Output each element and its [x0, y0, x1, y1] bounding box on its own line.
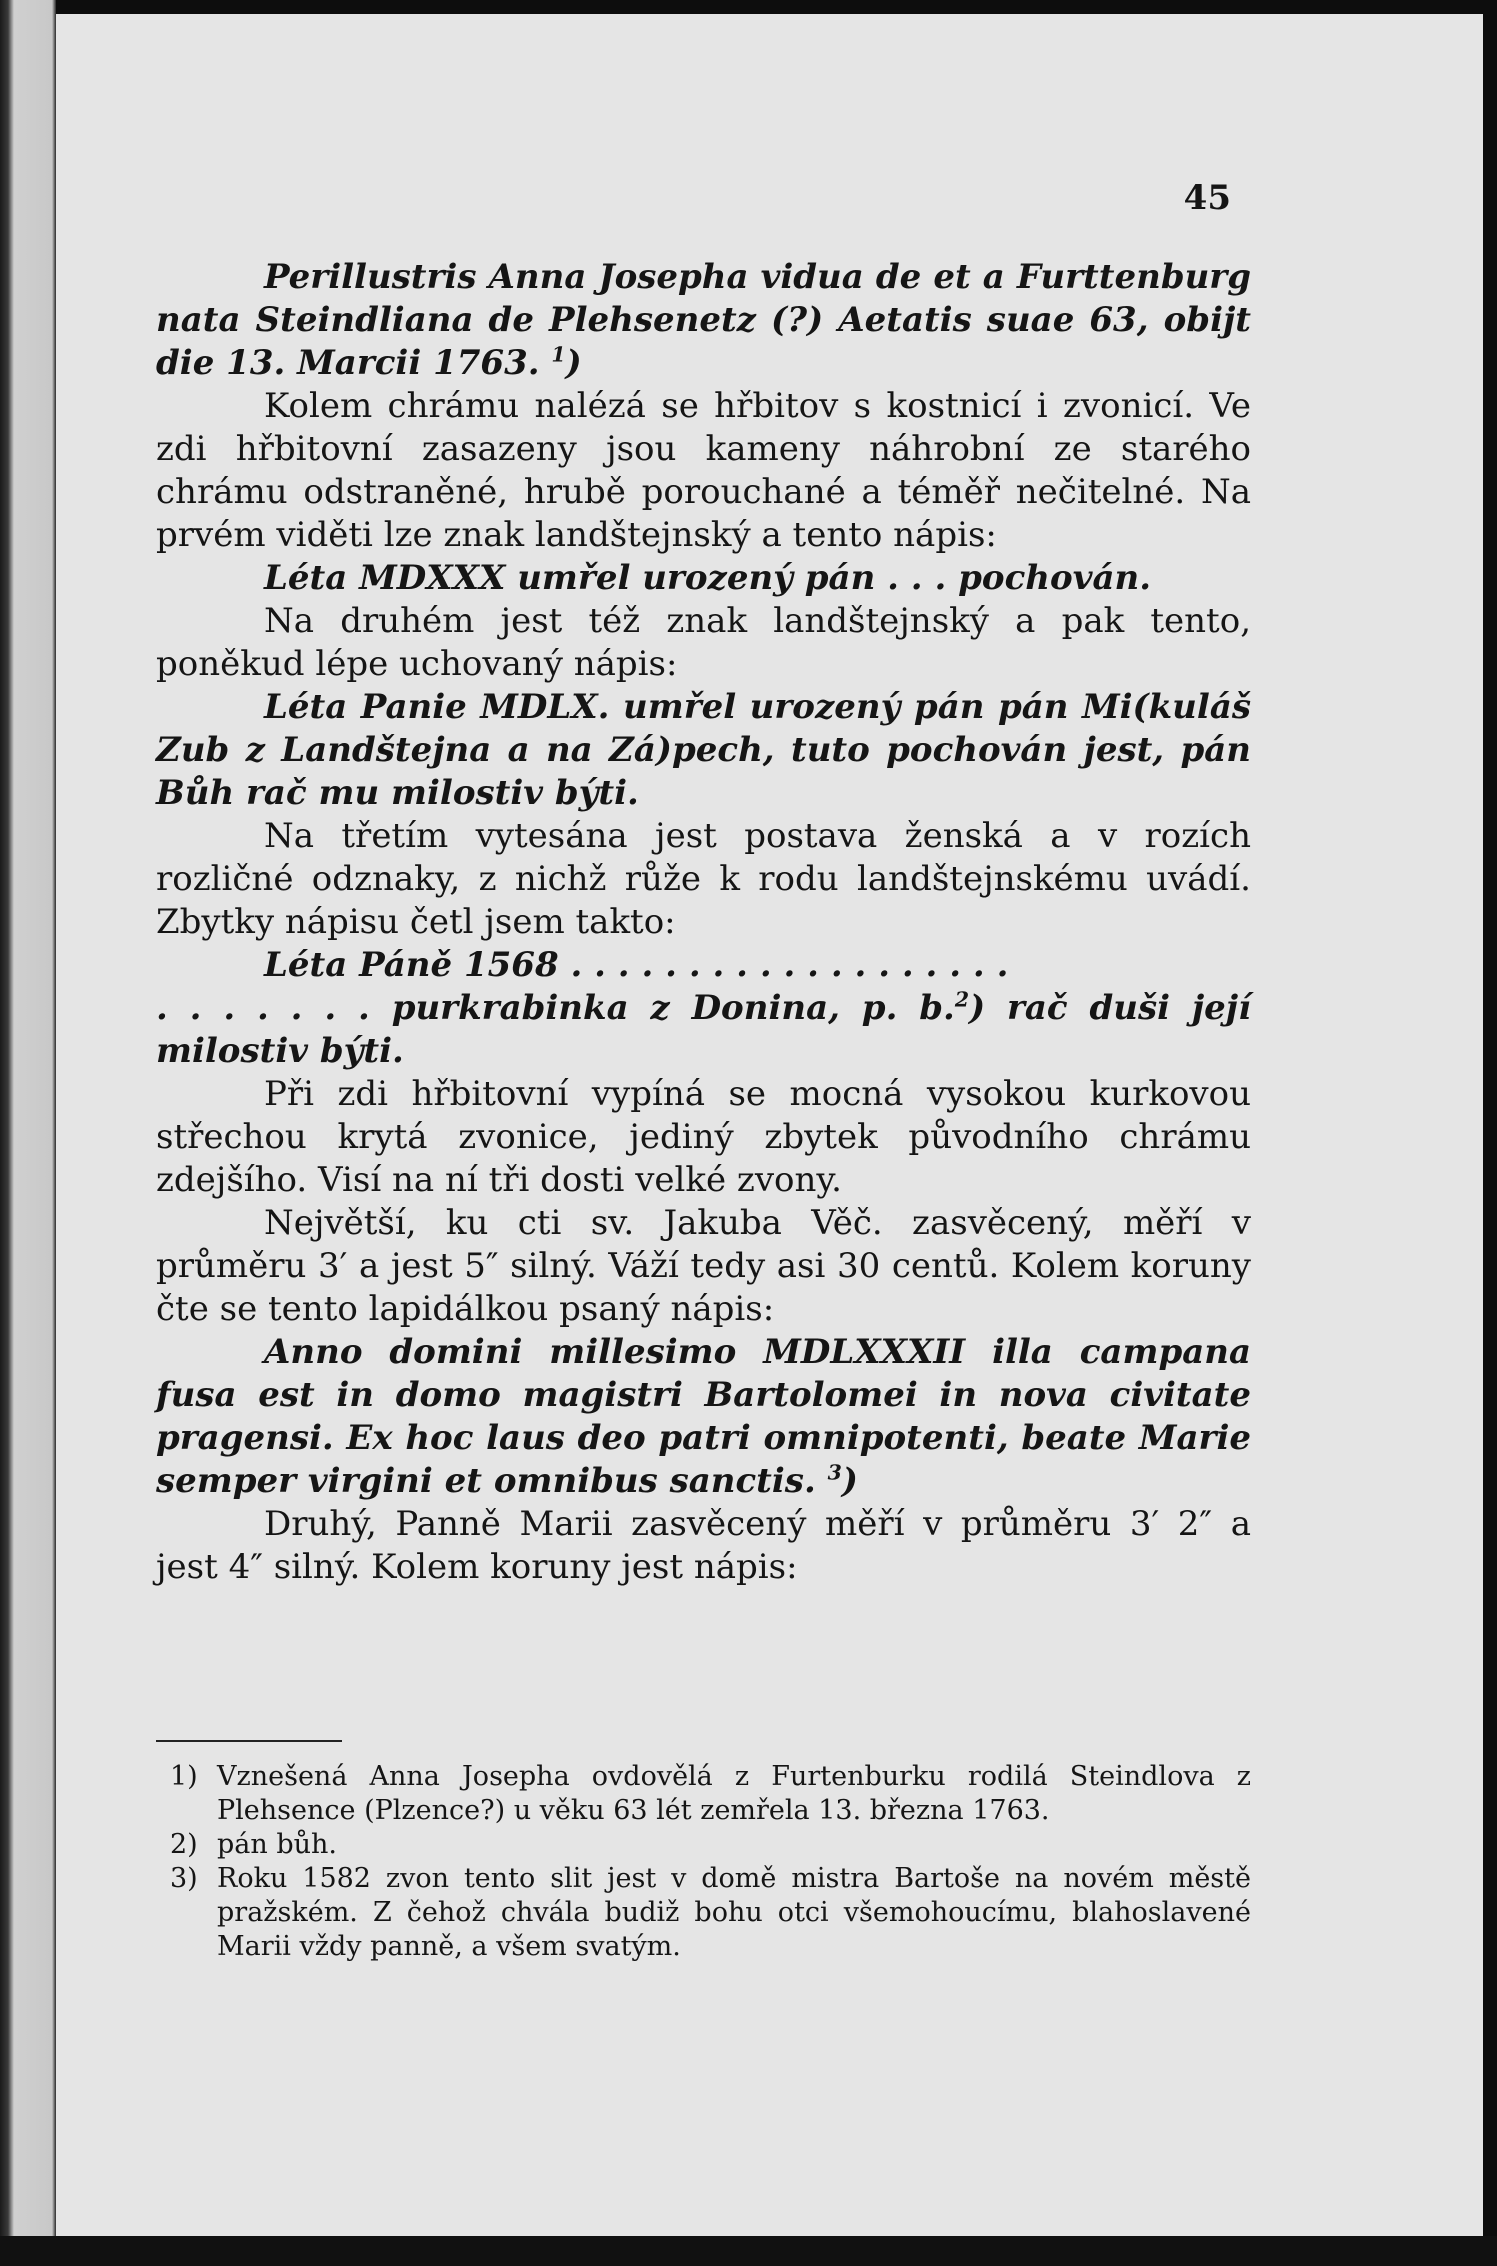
- footnote: [156, 1828, 1251, 1862]
- text-run: Kolem chrámu nalézá se hřbitov s kostnicí i zvonicí. Ve zdi hřbitovní zasazeny jsou kameny náhrobní ze starého chrámu odstraněné, hrubě porouchané a téměř nečitelné. Na prvém viděti lze znak landštejnský a tento nápis:: [156, 386, 1251, 555]
- footnote-rule: [156, 1740, 342, 1742]
- text-run: Největší, ku cti sv. Jakuba Věč. zasvěcený, měří v průměru 3′ a jest 5″ silný. Váží tedy asi 30 centů. Kolem koruny čte se tento lapidálkou psaný nápis:: [156, 1203, 1251, 1329]
- text-run: ): [841, 1461, 858, 1501]
- page-left-edge: [0, 0, 56, 2266]
- text-run: ): [565, 343, 582, 383]
- body-paragraph: [156, 1073, 1251, 1202]
- footnote: [156, 1862, 1251, 1964]
- footnote-ref: 2: [954, 987, 970, 1012]
- text-run: Při zdi hřbitovní vypíná se mocná vysokou kurkovou střechou krytá zvonice, jediný zbytek původního chrámu zdejšího. Visí na ní tři dosti velké zvony.: [156, 1074, 1251, 1200]
- text-run: Perillustris Anna Josepha vidua de et a Furttenburg nata Steindliana de Plehsenetz (?) Aetatis suae 63, obijt die 13. Marcii 1763.: [156, 257, 1251, 383]
- footnote-text: pán bůh.: [217, 1829, 337, 1860]
- body-text: [156, 256, 1251, 1589]
- latin-inscription-paragraph: [156, 944, 1251, 987]
- footnote-text: Roku 1582 zvon tento slit jest v domě mistra Bartoše na novém městě pražském. Z čehož chvála budiž bohu otci všemohoucímu, blahoslavené Marii vždy panně, a všem svatým.: [217, 1863, 1251, 1962]
- text-run: Anno domini millesimo MDLXXXII illa campana fusa est in domo magistri Bartolomei in nova civitate pragensi. Ex hoc laus deo patri omnipotenti, beate Marie semper virgini et omnibus sanctis.: [156, 1332, 1251, 1501]
- footnote-mark: 3): [170, 1863, 198, 1894]
- body-paragraph: [156, 385, 1251, 557]
- footnote-ref: 1: [551, 342, 566, 367]
- latin-inscription-paragraph: [156, 557, 1251, 600]
- body-paragraph: [156, 1503, 1251, 1589]
- footnote: [156, 1760, 1251, 1828]
- text-run: . . . . . . . purkrabinka z Donina, p. b.: [156, 988, 955, 1028]
- text-run: Léta MDXXX umřel urozený pán . . . pochován.: [264, 558, 1152, 598]
- text-run: Léta Panie MDLX. umřel urozený pán pán Mi(kuláš Zub z Landštejna a na Zá)pech, tuto pochován jest, pán Bůh rač mu milostiv býti.: [156, 687, 1251, 813]
- footnote-text: Vznešená Anna Josepha ovdovělá z Furtenburku rodilá Steindlova z Plehsence (Plzence?) u věku 63 lét zemřela 13. března 1763.: [217, 1761, 1251, 1826]
- latin-inscription-paragraph: [156, 987, 1251, 1073]
- text-run: Druhý, Panně Marii zasvěcený měří v průměru 3′ 2″ a jest 4″ silný. Kolem koruny jest nápis:: [156, 1504, 1251, 1587]
- text-run: Léta Páně 1568 . . . . . . . . . . . . . . . . . . .: [264, 945, 1009, 985]
- latin-inscription-paragraph: [156, 1331, 1251, 1503]
- footnote-ref: 3: [827, 1460, 842, 1485]
- footnote-mark: 2): [170, 1829, 198, 1860]
- page-bottom-edge: [0, 2236, 1497, 2266]
- text-run: ) rač duši její milostiv býti.: [156, 988, 1251, 1071]
- text-run: Na třetím vytesána jest postava ženská a v rozích rozličné odznaky, z nichž růže k rodu landštejnskému uvádí. Zbytky nápisu četl jsem takto:: [156, 816, 1251, 942]
- latin-inscription-paragraph: [156, 686, 1251, 815]
- text-run: Na druhém jest též znak landštejnský a pak tento, poněkud lépe uchovaný nápis:: [156, 601, 1251, 684]
- body-paragraph: [156, 815, 1251, 944]
- latin-inscription-paragraph: [156, 256, 1251, 385]
- body-paragraph: [156, 1202, 1251, 1331]
- body-paragraph: [156, 600, 1251, 686]
- page-number: 45: [1183, 178, 1231, 218]
- footnote-mark: 1): [170, 1761, 198, 1792]
- footnotes: [156, 1760, 1251, 1964]
